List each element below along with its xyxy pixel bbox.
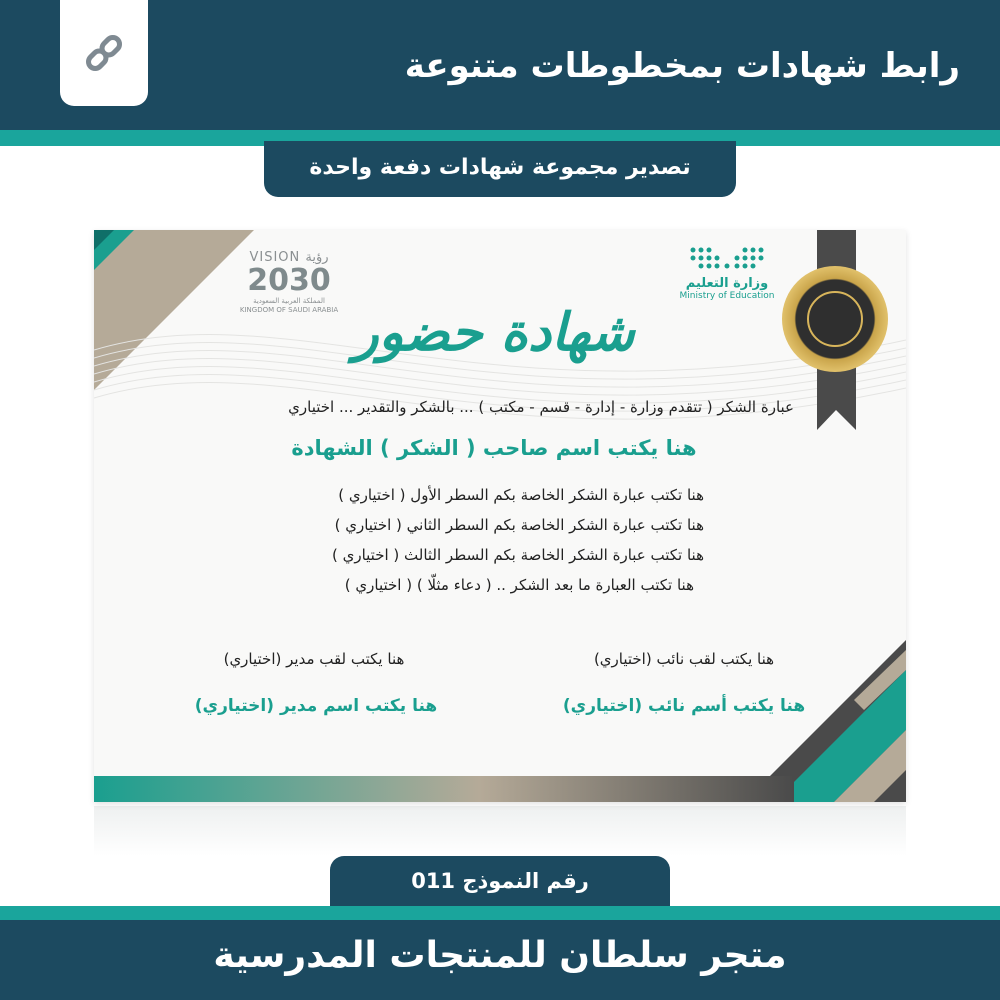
bottom-stripe bbox=[0, 906, 1000, 920]
deputy-name: هنا يكتب أسم نائب (اختياري) bbox=[562, 696, 806, 716]
thanks-line-1: هنا تكتب عبارة الشكر الخاصة بكم السطر الأول ( اختياري ) bbox=[338, 486, 704, 504]
gold-seal-icon bbox=[782, 266, 888, 372]
ministry-dots-icon bbox=[687, 244, 767, 272]
certificate-heading: شهادة حضور bbox=[353, 302, 635, 363]
vision-logo-sub-en: KINGDOM OF SAUDI ARABIA bbox=[239, 306, 339, 314]
store-name-footer: متجر سلطان للمنتجات المدرسية bbox=[213, 935, 787, 976]
ministry-name-ar: وزارة التعليم bbox=[685, 276, 769, 291]
seal-center bbox=[807, 291, 863, 347]
link-icon bbox=[81, 30, 127, 76]
link-button[interactable] bbox=[60, 0, 148, 106]
ministry-name-en: Ministry of Education bbox=[679, 291, 775, 301]
manager-name: هنا يكتب اسم مدير (اختياري) bbox=[194, 696, 438, 716]
thanks-line-4: هنا تكتب العبارة ما بعد الشكر .. ( دعاء مثلّا ) ( اختياري ) bbox=[344, 576, 694, 594]
vision-logo-year: 2030 bbox=[247, 263, 331, 298]
vision-logo-title: VISION رؤية bbox=[249, 250, 329, 265]
subtitle-badge: تصدير مجموعة شهادات دفعة واحدة bbox=[264, 141, 736, 197]
certificate-intro: عبارة الشكر ( تتقدم وزارة - إدارة - قسم - مكتب ) ... بالشكر والتقدير ... اختياري bbox=[288, 398, 794, 416]
certificate-reflection bbox=[94, 806, 906, 856]
vision-logo-sub-ar: المملكة العربية السعودية bbox=[253, 297, 325, 305]
recipient-name: هنا يكتب اسم صاحب ( الشكر ) الشهادة bbox=[291, 436, 697, 460]
deputy-title: هنا يكتب لقب نائب (اختياري) bbox=[593, 650, 775, 668]
model-number-badge: رقم النموذج 011 bbox=[330, 856, 670, 906]
thanks-line-3: هنا تكتب عبارة الشكر الخاصة بكم السطر الثالث ( اختياري ) bbox=[331, 546, 704, 564]
manager-title: هنا يكتب لقب مدير (اختياري) bbox=[223, 650, 405, 668]
certificate-preview bbox=[94, 230, 906, 802]
thanks-line-2: هنا تكتب عبارة الشكر الخاصة بكم السطر الثاني ( اختياري ) bbox=[334, 516, 704, 534]
page-title: رابط شهادات بمخطوطات متنوعة bbox=[404, 46, 960, 86]
